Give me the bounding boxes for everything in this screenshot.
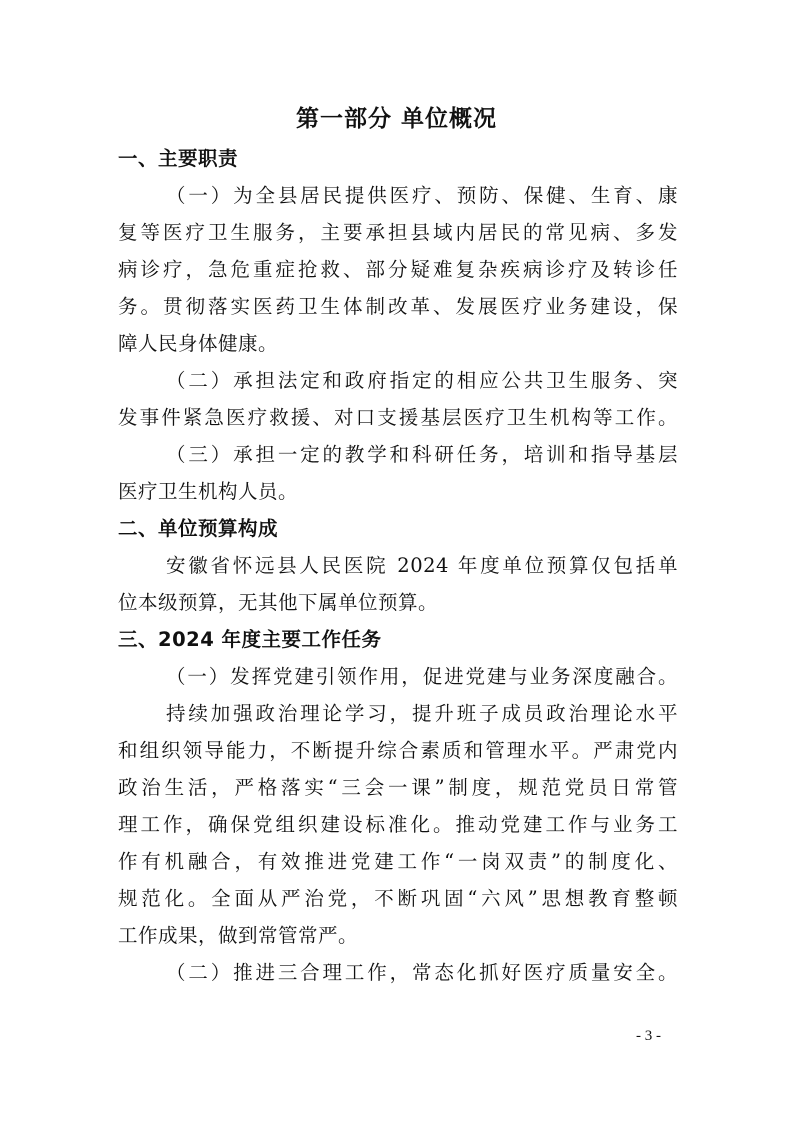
paragraph-line: 务。贯彻落实医药卫生体制改革、发展医疗业务建设，保	[118, 295, 678, 318]
paragraph-line: 理工作，确保党组织建设标准化。推动党建工作与业务工	[118, 813, 678, 836]
section-heading-budget-composition: 二、单位预算构成	[118, 517, 279, 540]
paragraph-line: 政治生活，严格落实“三会一课”制度，规范党员日常管	[118, 776, 678, 799]
paragraph-line: （一）发挥党建引领作用，促进党建与业务深度融合。	[166, 665, 678, 688]
paragraph-line: 安徽省怀远县人民医院 2024 年度单位预算仅包括单	[166, 554, 678, 577]
section-heading-main-duties: 一、主要职责	[118, 147, 239, 170]
paragraph-line: 障人民身体健康。	[118, 332, 279, 355]
section-heading-main-tasks: 三、2024 年度主要工作任务	[118, 628, 382, 651]
paragraph-line: 持续加强政治理论学习，提升班子成员政治理论水平	[166, 702, 678, 725]
paragraph-line: （二）推进三合理工作，常态化抓好医疗质量安全。	[166, 961, 678, 984]
paragraph-line: 位本级预算，无其他下属单位预算。	[118, 591, 439, 614]
paragraph-line: 规范化。全面从严治党，不断巩固“六风”思想教育整顿	[118, 887, 678, 910]
page-number: - 3 -	[636, 1028, 661, 1044]
paragraph-line: （三）承担一定的教学和科研任务，培训和指导基层	[166, 443, 678, 466]
paragraph-line: 病诊疗，急危重症抢救、部分疑难复杂疾病诊疗及转诊任	[118, 258, 678, 281]
paragraph-line: （二）承担法定和政府指定的相应公共卫生服务、突	[166, 369, 678, 392]
paragraph-line: （一）为全县居民提供医疗、预防、保健、生育、康	[166, 184, 678, 207]
paragraph-line: 复等医疗卫生服务，主要承担县域内居民的常见病、多发	[118, 221, 678, 244]
paragraph-line: 医疗卫生机构人员。	[118, 480, 299, 503]
paragraph-line: 工作成果，做到常管常严。	[118, 924, 359, 947]
paragraph-line: 发事件紧急医疗救援、对口支援基层医疗卫生机构等工作。	[118, 406, 678, 429]
page-title: 第一部分 单位概况	[295, 106, 497, 132]
paragraph-line: 和组织领导能力，不断提升综合素质和管理水平。严肃党内	[118, 739, 678, 762]
paragraph-line: 作有机融合，有效推进党建工作“一岗双责”的制度化、	[118, 850, 678, 873]
